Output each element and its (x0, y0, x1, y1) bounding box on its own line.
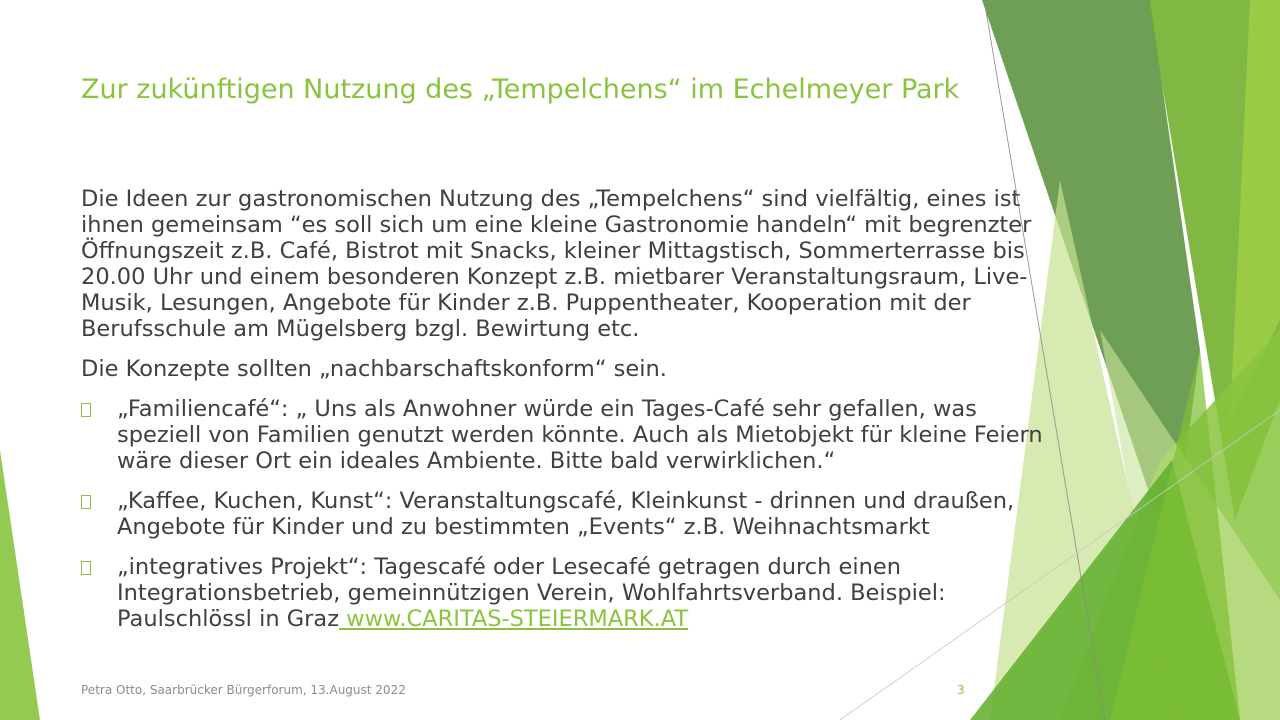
list-item (81, 396, 1061, 474)
concept-list (81, 396, 1061, 632)
footer-text: Petra Otto, Saarbrücker Bürgerforum, 13.August 2022 (81, 683, 406, 697)
bullet-text: „Familiencafé“: „ Uns als Anwohner würde ein Tages-Café sehr gefallen, was speziell von Familien genutzt werden könnte. Auch als Mietobjekt für kleine Feiern wäre dieser Ort ein ideales Ambiente. Bitte bald verwirklichen.“ (117, 396, 1043, 474)
bullet-marker-icon (81, 495, 91, 509)
bullet-text: „integratives Projekt“: Tagescafé oder Lesecafé getragen durch einen Integrationsbetrieb, gemeinnützigen Verein, Wohlfahrtsverband. Beispiel: Paulschlössl in Graz (117, 554, 946, 632)
caritas-link[interactable]: www.CARITAS-STEIERMARK.AT (339, 606, 689, 632)
intro-paragraph: Die Ideen zur gastronomischen Nutzung des „Tempelchens“ sind vielfältig, eines ist ihnen gemeinsam “es soll sich um eine kleine Gastronomie handeln“ mit begrenzter Öffnungszeit z.B. Café, Bistrot mit Snacks, kleiner Mittagstisch, Sommerterrasse bis 20.00 Uhr und einem besonderen Konzept z.B. mietbarer Veranstaltungsraum, Live-Musik, Lesungen, Angebote für Kinder z.B. Puppentheater, Kooperation mit der Berufsschule am Mügelsberg bzgl. Bewirtung etc. (81, 186, 1032, 342)
list-item (81, 554, 1061, 632)
page-number: 3 (957, 683, 965, 697)
slide-title: Zur zukünftigen Nutzung des „Tempelchens“ im Echelmeyer Park (81, 74, 960, 105)
bullet-text: „Kaffee, Kuchen, Kunst“: Veranstaltungscafé, Kleinkunst - drinnen und draußen, Angebote für Kinder und zu bestimmten „Events“ z.B. Weihnachtsmarkt (117, 488, 1015, 540)
concepts-paragraph: Die Konzepte sollten „nachbarschaftskonform“ sein. (81, 356, 667, 382)
bullet-marker-icon (81, 561, 91, 575)
list-item (81, 488, 1061, 540)
bullet-marker-icon (81, 403, 91, 417)
slide-body (81, 186, 1061, 646)
